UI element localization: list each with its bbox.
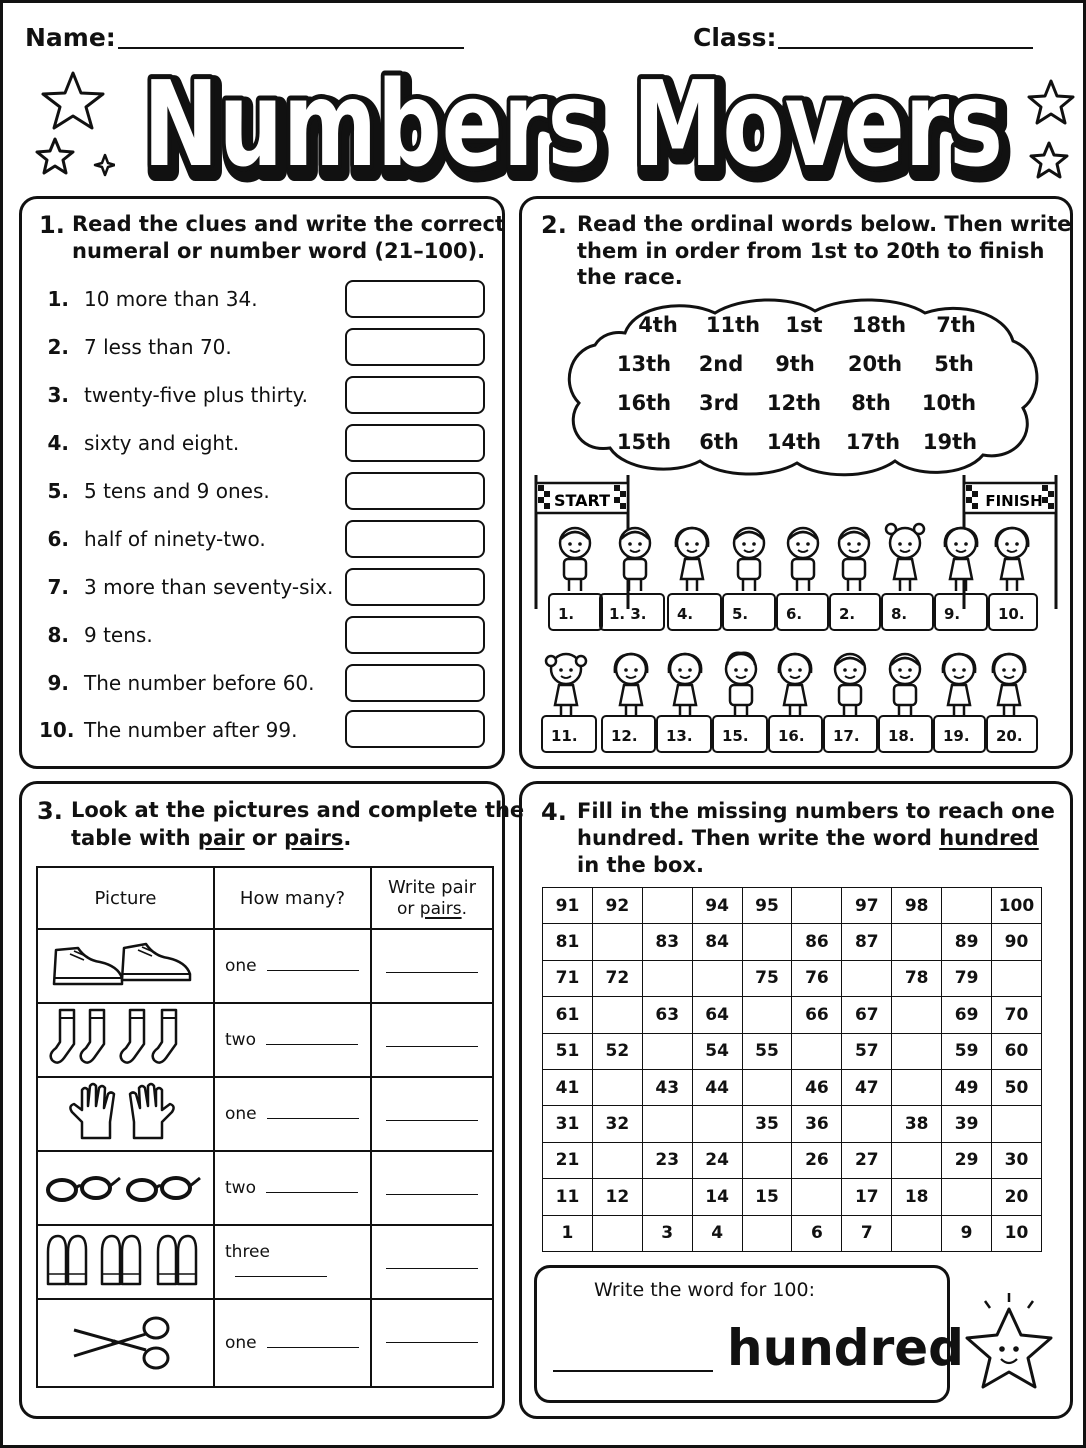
grid-cell: 91 [543,888,593,924]
grid-cell: 3 [642,1215,692,1251]
grid-cell: 11 [543,1179,593,1215]
clue-answer-box-3[interactable] [345,376,485,414]
grid-row [543,1069,1042,1105]
how-many-cell[interactable] [214,929,371,1003]
race-slot[interactable]: 12. [601,715,656,753]
grid-cell: 41 [543,1069,593,1105]
grid-blank-cell[interactable] [892,1142,942,1178]
start-flag-text: START [553,491,611,510]
grid-row [543,1106,1042,1142]
write-pair-line[interactable] [386,1120,478,1121]
glasses-icon [38,1152,213,1220]
race-slot[interactable]: 4. [667,593,722,631]
name-line[interactable] [118,47,464,49]
grid-cell: 70 [992,997,1042,1033]
child-icon [826,647,874,719]
instruction-text: table with [71,826,198,850]
page-title [133,61,1013,191]
write-pair-line[interactable] [386,1046,478,1047]
race-slot[interactable]: 1. 3. [599,593,665,631]
stars-left-icon [35,67,115,187]
grid-row [543,1179,1042,1215]
clue-text: 10 more than 34. [84,287,258,311]
ordinal-word: 13th [616,352,672,376]
grid-blank-cell[interactable] [842,1106,892,1142]
write-pair-line[interactable] [386,972,478,973]
ordinal-word: 4th [638,313,678,337]
clue-number: 8. [47,623,69,647]
grid-blank-cell[interactable] [642,1179,692,1215]
clue-number: 7. [47,575,69,599]
ordinal-word: 11th [705,313,761,337]
grid-cell: 59 [942,1033,992,1069]
grid-cell: 89 [942,924,992,960]
grid-cell: 86 [792,924,842,960]
ordinal-word: 10th [921,391,977,415]
grid-cell: 23 [642,1142,692,1178]
grid-cell: 17 [842,1179,892,1215]
child-icon [551,525,599,593]
section-1-instruction-line-2: numeral or number word (21–100). [72,239,486,263]
race-slot[interactable]: 1. [548,593,603,631]
grid-cell: 24 [692,1142,742,1178]
count-word: one [225,956,257,976]
grid-blank-cell[interactable] [642,960,692,996]
col-picture: Picture [37,867,214,929]
clue-text: 7 less than 70. [84,335,232,359]
class-label: Class: [693,23,777,52]
section-2-instruction-line-2: them in order from 1st to 20th to finish [577,239,1045,263]
section-3-instruction-line-1: Look at the pictures and complete the [71,798,525,822]
clue-number: 6. [47,527,69,551]
grid-blank-cell[interactable] [992,1106,1042,1142]
write-pair-cell[interactable] [371,929,493,1003]
grid-cell: 84 [692,924,742,960]
word-answer-line[interactable] [553,1370,713,1372]
socks-icon [38,1004,213,1072]
race-slot[interactable]: 17. [823,715,878,753]
race-slot[interactable]: 2. [829,593,881,631]
grid-cell: 21 [543,1142,593,1178]
instruction-text: hundred. Then write the word [577,826,940,850]
ordinal-word: 7th [936,313,976,337]
grid-blank-cell[interactable] [892,997,942,1033]
how-many-line[interactable] [235,1276,327,1277]
grid-cell: 55 [742,1033,792,1069]
stars-right-icon [1021,77,1081,192]
col-write-word: pairs [419,898,462,919]
grid-cell: 20 [992,1179,1042,1215]
grid-cell: 35 [742,1106,792,1142]
grid-cell: 18 [892,1179,942,1215]
grid-blank-cell[interactable] [892,924,942,960]
clue-text: half of ninety-two. [84,527,266,551]
instruction-word-hundred: hundred [939,826,1039,850]
section-4-number: 4. [541,798,567,826]
table-row [37,1077,493,1151]
grid-cell: 29 [942,1142,992,1178]
write-pair-cell[interactable] [371,1077,493,1151]
title-shadow: Numbers Movers [147,61,1007,191]
picture-cell [37,1077,214,1151]
clue-text: 5 tens and 9 ones. [84,479,270,503]
grid-cell: 98 [892,888,942,924]
race-slot[interactable]: 10. [988,593,1038,631]
grid-row [543,960,1042,996]
grid-cell: 92 [592,888,642,924]
grid-blank-cell[interactable] [892,1069,942,1105]
child-icon [668,525,716,593]
race-slot[interactable]: 6. [776,593,829,631]
pairs-table [36,866,494,1388]
grid-row [543,997,1042,1033]
clue-number: 4. [47,431,69,455]
clue-number: 9. [47,671,69,695]
grid-cell: 75 [742,960,792,996]
instruction-word-pair: pair [197,826,245,850]
grid-cell: 69 [942,997,992,1033]
grid-cell: 79 [942,960,992,996]
class-line[interactable] [778,47,1033,49]
child-icon [661,647,709,719]
race-slot[interactable]: 5. [722,593,776,631]
race-slot[interactable]: 13. [656,715,712,753]
child-icon [881,521,929,593]
write-pair-line[interactable] [386,1194,478,1195]
how-many-cell[interactable] [214,1299,371,1387]
how-many-cell[interactable] [214,1225,371,1299]
grid-blank-cell[interactable] [742,1142,792,1178]
col-how-many: How many? [214,867,371,929]
grid-blank-cell[interactable] [942,1179,992,1215]
clue-text: sixty and eight. [84,431,240,455]
section-1-instruction-line-1: Read the clues and write the correct [72,212,505,236]
word-answer: hundred [727,1319,964,1377]
grid-cell: 46 [792,1069,842,1105]
grid-blank-cell[interactable] [792,1179,842,1215]
section-4-instruction-line-3: in the box. [577,853,704,877]
write-pair-cell[interactable] [371,1003,493,1077]
grid-blank-cell[interactable] [742,924,792,960]
ordinal-word: 2nd [698,352,744,376]
section-1-number: 1. [39,211,65,239]
race-slot[interactable]: 9. [934,593,988,631]
grid-blank-cell[interactable] [642,1106,692,1142]
grid-blank-cell[interactable] [992,960,1042,996]
how-many-line[interactable] [267,1118,359,1119]
grid-blank-cell[interactable] [742,1069,792,1105]
grid-blank-cell[interactable] [892,1033,942,1069]
how-many-line[interactable] [267,970,359,971]
count-word: one [225,1104,257,1124]
child-icon [935,647,983,719]
grid-cell: 54 [692,1033,742,1069]
ordinal-word: 6th [699,430,739,454]
grid-cell: 90 [992,924,1042,960]
ordinal-word: 17th [845,430,901,454]
section-2-instruction-line-3: the race. [577,265,683,289]
grid-cell: 71 [543,960,593,996]
grid-blank-cell[interactable] [692,1106,742,1142]
clue-answer-box-8[interactable] [345,616,485,654]
ordinal-word: 8th [851,391,891,415]
clue-number: 5. [47,479,69,503]
grid-cell: 72 [592,960,642,996]
grid-blank-cell[interactable] [592,1069,642,1105]
grid-blank-cell[interactable] [792,1033,842,1069]
clue-text: 3 more than seventy-six. [84,575,334,599]
race-slot[interactable]: 20. [986,715,1038,753]
clue-text: The number after 99. [84,718,298,742]
ordinal-word: 19th [922,430,978,454]
grid-cell: 15 [742,1179,792,1215]
word-prompt: Write the word for 100: [594,1279,815,1301]
clue-number: 1. [47,287,69,311]
ordinal-word: 3rd [698,391,739,415]
finish-flag-text: FINISH [985,492,1043,510]
clue-text: twenty-five plus thirty. [84,383,309,407]
grid-cell: 39 [942,1106,992,1142]
race-slot[interactable]: 19. [933,715,986,753]
clue-number: 10. [39,718,75,742]
grid-cell: 87 [842,924,892,960]
grid-blank-cell[interactable] [592,997,642,1033]
section-4-instruction-line-1: Fill in the missing numbers to reach one [577,799,1055,823]
grid-cell: 52 [592,1033,642,1069]
grid-cell: 6 [792,1215,842,1251]
table-header-row [37,867,493,929]
grid-cell: 64 [692,997,742,1033]
section-3-number: 3. [37,797,63,825]
instruction-text: . [343,826,352,850]
table-row [37,1151,493,1225]
grid-cell: 44 [692,1069,742,1105]
ordinal-word: 12th [766,391,822,415]
write-pair-cell[interactable] [371,1151,493,1225]
grid-cell: 49 [942,1069,992,1105]
how-many-cell[interactable] [214,1151,371,1225]
shoes-icon [38,930,213,998]
grid-blank-cell[interactable] [642,888,692,924]
clue-answer-box-10[interactable] [345,710,485,748]
section-4-instruction-line-2 [577,825,1039,851]
clue-text: 9 tens. [84,623,153,647]
grid-cell: 61 [543,997,593,1033]
picture-cell [37,1225,214,1299]
grid-blank-cell[interactable] [742,1215,792,1251]
grid-cell: 14 [692,1179,742,1215]
how-many-cell[interactable] [214,1003,371,1077]
table-row [37,1299,493,1387]
grid-cell: 12 [592,1179,642,1215]
write-pair-line[interactable] [386,1268,478,1269]
grid-cell: 81 [543,924,593,960]
grid-cell: 100 [992,888,1042,924]
write-pair-cell[interactable] [371,1299,493,1387]
mittens-icon [38,1226,213,1294]
clue-answer-box-7[interactable] [345,568,485,606]
how-many-cell[interactable] [214,1077,371,1151]
col-write-text: or [397,898,420,919]
smiling-star-icon [955,1289,1063,1399]
grid-blank-cell[interactable] [592,1215,642,1251]
clue-number: 2. [47,335,69,359]
grid-cell: 10 [992,1215,1042,1251]
grid-blank-cell[interactable] [592,924,642,960]
grid-blank-cell[interactable] [692,960,742,996]
grid-cell: 31 [543,1106,593,1142]
title-text: Numbers Movers [143,61,1003,191]
clue-answer-box-2[interactable] [345,328,485,366]
ordinal-word: 15th [616,430,672,454]
grid-row [543,1033,1042,1069]
grid-cell: 83 [642,924,692,960]
name-label: Name: [25,23,116,52]
grid-cell: 63 [642,997,692,1033]
col-write-line-1: Write pair [387,876,477,898]
race-slot[interactable]: 8. [881,593,934,631]
ordinal-word: 20th [847,352,903,376]
child-icon [779,525,827,593]
clue-answer-box-6[interactable] [345,520,485,558]
write-pair-line[interactable] [386,1342,478,1343]
grid-cell: 51 [543,1033,593,1069]
instruction-text: or [244,826,285,850]
count-word: two [225,1030,256,1050]
section-2-number: 2. [541,211,567,239]
grid-cell: 36 [792,1106,842,1142]
child-icon [988,525,1036,593]
race-slot[interactable]: 15. [712,715,768,753]
picture-cell [37,929,214,1003]
grid-cell: 66 [792,997,842,1033]
instruction-word-pairs: pairs [284,826,344,850]
child-icon [542,647,590,719]
table-row [37,1225,493,1299]
grid-cell: 57 [842,1033,892,1069]
grid-cell: 60 [992,1033,1042,1069]
race-slot[interactable]: 11. [541,715,597,753]
grid-cell: 76 [792,960,842,996]
race-slot[interactable]: 18. [878,715,933,753]
ordinal-word: 5th [934,352,974,376]
picture-cell [37,1003,214,1077]
grid-row [543,924,1042,960]
col-write-line-2 [397,899,467,919]
grid-cell: 97 [842,888,892,924]
child-icon [611,525,659,593]
child-icon [607,647,655,719]
child-icon [717,647,765,719]
clue-answer-box-5[interactable] [345,472,485,510]
grid-blank-cell[interactable] [792,888,842,924]
child-icon [985,647,1033,719]
grid-blank-cell[interactable] [742,997,792,1033]
grid-cell: 9 [942,1215,992,1251]
count-word: two [225,1178,256,1198]
how-many-line[interactable] [266,1044,358,1045]
clue-answer-box-9[interactable] [345,664,485,702]
grid-cell: 94 [692,888,742,924]
grid-blank-cell[interactable] [842,960,892,996]
grid-cell: 95 [742,888,792,924]
grid-cell: 4 [692,1215,742,1251]
clue-text: The number before 60. [84,671,315,695]
col-write-text: . [461,898,467,919]
grid-cell: 1 [543,1215,593,1251]
hundred-chart [542,887,1042,1252]
picture-cell [37,1299,214,1387]
grid-cell: 26 [792,1142,842,1178]
ordinal-word: 9th [775,352,815,376]
clue-answer-box-1[interactable] [345,280,485,318]
grid-row [543,1142,1042,1178]
col-write-pair [371,867,493,929]
table-row [37,1003,493,1077]
child-icon [881,647,929,719]
section-3-instruction-line-2 [71,825,351,851]
ordinal-word: 14th [766,430,822,454]
how-many-line[interactable] [266,1192,358,1193]
grid-cell: 38 [892,1106,942,1142]
ordinal-word: 16th [616,391,672,415]
child-icon [830,525,878,593]
grid-cell: 27 [842,1142,892,1178]
race-slot[interactable]: 16. [768,715,823,753]
grid-cell: 7 [842,1215,892,1251]
child-icon [937,525,985,593]
grid-blank-cell[interactable] [892,1215,942,1251]
grid-blank-cell[interactable] [942,888,992,924]
child-icon [725,525,773,593]
grid-row [543,1215,1042,1251]
grid-cell: 30 [992,1142,1042,1178]
count-word: one [225,1333,257,1353]
grid-cell: 43 [642,1069,692,1105]
picture-cell [37,1151,214,1225]
grid-cell: 32 [592,1106,642,1142]
grid-cell: 78 [892,960,942,996]
section-2-instruction-line-1: Read the ordinal words below. Then write [577,212,1072,236]
clue-number: 3. [47,383,69,407]
count-word: three [225,1242,270,1262]
write-pair-cell[interactable] [371,1225,493,1299]
ordinal-word: 1st [785,313,823,337]
gloves-icon [38,1078,213,1146]
grid-blank-cell[interactable] [592,1142,642,1178]
grid-row [543,888,1042,924]
grid-blank-cell[interactable] [642,1033,692,1069]
child-icon [771,647,819,719]
scissors-icon [38,1300,213,1382]
grid-cell: 67 [842,997,892,1033]
clue-answer-box-4[interactable] [345,424,485,462]
table-row [37,929,493,1003]
how-many-line[interactable] [267,1347,359,1348]
grid-cell: 47 [842,1069,892,1105]
grid-cell: 50 [992,1069,1042,1105]
ordinal-word: 18th [851,313,907,337]
